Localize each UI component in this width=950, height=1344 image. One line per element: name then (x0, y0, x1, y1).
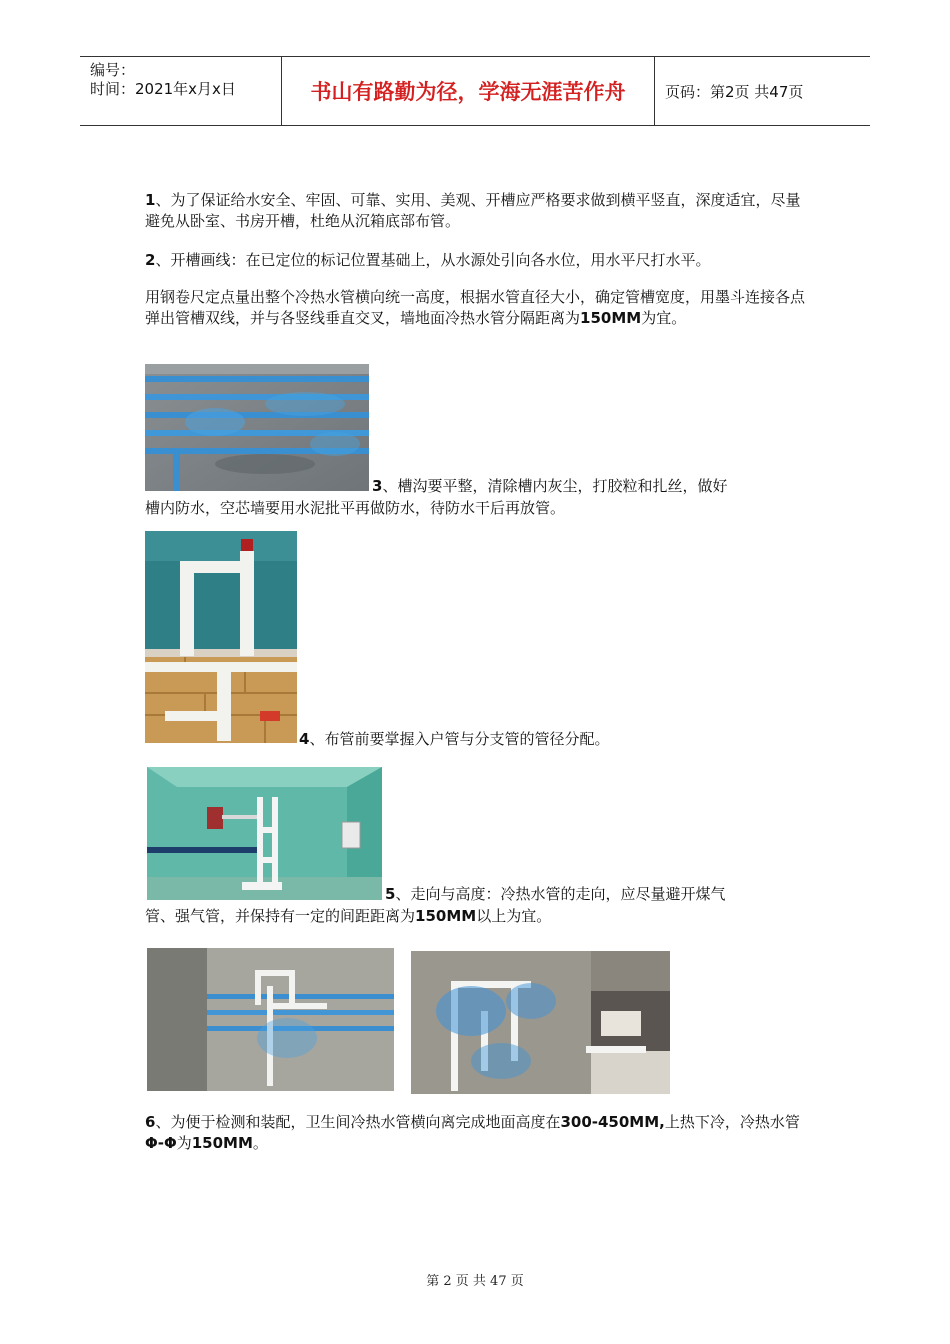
paragraph-text: 、为便于检测和装配，卫生间冷热水管横向离完成地面高度在 (155, 1113, 561, 1131)
paragraph-text: 上热下冷，冷热水管 (664, 1113, 800, 1131)
paragraph-text: 管、强气管，并保持有一定的间距距离为 (145, 907, 416, 925)
measurement: 300-450MM, (560, 1113, 665, 1131)
step-number: 5 (385, 885, 396, 903)
number-label: 编号： (90, 61, 136, 79)
paragraph-text: 、为了保证给水安全、牢固、可靠、实用、美观、开槽应严格要求做到横平竖直，深度适宜，尽量避免从卧室、书房开槽，杜绝从沉箱底部布管。 (145, 191, 801, 230)
header-page-info: 页码：第2页 共47页 (665, 82, 804, 101)
paragraph-3 (145, 287, 805, 329)
header-meta (80, 57, 282, 125)
step-number: 2 (145, 251, 156, 269)
photo-wall-grooves (145, 364, 369, 491)
measurement: 150MM (580, 309, 642, 327)
paragraph-text: 用钢卷尺定点量出整个冷热水管横向统一高度，根据水管直径大小，确定管槽宽度，用墨斗连接各点弹出管槽双线，并与各竖线垂直交叉，墙地面冷热水管分隔距离为 (145, 288, 806, 327)
paragraph-6-line-1 (385, 884, 805, 905)
photo-bathroom-pipes (147, 767, 382, 900)
paragraph-2 (145, 250, 805, 271)
header-motto: 书山有路勤为径，学海无涯苦作舟 (282, 57, 655, 125)
paragraph-text: 、槽沟要平整，清除槽内灰尘，打胶粒和扎丝，做好 (382, 477, 728, 495)
paragraph-4-line-2: 槽内防水，空芯墙要用水泥批平再做防水，待防水干后再放管。 (145, 499, 566, 517)
paragraph-text-tail: 。 (252, 1134, 268, 1152)
measurement: 150MM (191, 1134, 253, 1152)
step-number: 4 (299, 730, 310, 748)
step-number: 6 (145, 1113, 156, 1131)
step-number: 1 (145, 191, 156, 209)
paragraph-text: 、开槽画线：在已定位的标记位置基础上，从水源处引向各水位，用水平尺打水平。 (155, 251, 711, 269)
paragraph-1 (145, 190, 805, 232)
photo-pvc-pipes (145, 531, 297, 743)
measurement: Φ-Φ (145, 1134, 177, 1152)
step-number: 3 (372, 477, 383, 495)
photo-concrete-wall-pipes (147, 948, 394, 1091)
paragraph-text: 、布管前要掌握入户管与分支管的管径分配。 (309, 730, 610, 748)
paragraph-text: 为 (176, 1134, 192, 1152)
paragraph-5 (299, 729, 799, 750)
page-header (80, 56, 870, 126)
time-label: 时间：2021年x月x日 (90, 80, 236, 98)
paragraph-4-line-1 (372, 476, 812, 497)
paragraph-7 (145, 1112, 810, 1154)
paragraph-text-tail: 为宜。 (641, 309, 687, 327)
measurement: 150MM (415, 907, 477, 925)
page-footer: 第 2 页 共 47 页 (426, 1274, 524, 1289)
paragraph-text: 、走向与高度：冷热水管的走向，应尽量避开煤气 (395, 885, 726, 903)
photo-corner-wall-pipes (411, 951, 670, 1094)
paragraph-6-line-2 (145, 906, 805, 927)
paragraph-text-tail: 以上为宜。 (476, 907, 552, 925)
